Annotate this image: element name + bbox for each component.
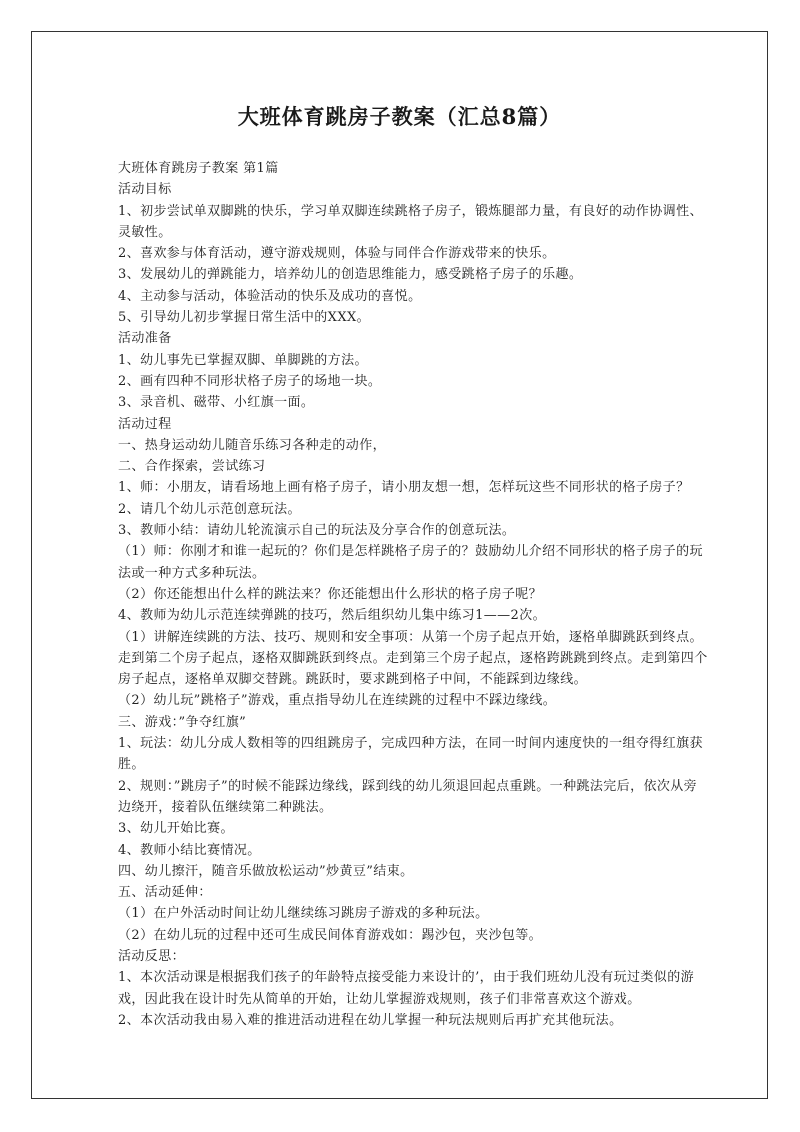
paragraph: 1、玩法：幼儿分成人数相等的四组跳房子，完成四种方法，在同一时间内速度快的一组夺得红旗获胜。 [118, 736, 703, 773]
paragraph: 2、规则：”跳房子”的时候不能踩边缘线，踩到线的幼儿须退回起点重跳。一种跳法完后，依次从旁边绕开，接着队伍继续第二种跳法。 [118, 778, 698, 815]
paragraph: 2、本次活动我由易入难的推进活动进程在幼儿掌握一种玩法规则后再扩充其他玩法。 [118, 1012, 623, 1028]
section-heading: 活动过程 [118, 416, 172, 432]
paragraph: 2、喜欢参与体育活动，遵守游戏规则，体验与同伴合作游戏带来的快乐。 [118, 246, 556, 262]
paragraph: 二、合作探索，尝试练习 [118, 459, 266, 475]
section-heading: 活动反思： [118, 948, 186, 964]
paragraph: 2、画有四种不同形状格子房子的场地一块。 [118, 373, 382, 389]
paragraph: （2）你还能想出什么样的跳法来？你还能想出什么形状的格子房子呢？ [118, 586, 543, 602]
paragraph: （2）幼儿玩”跳格子”游戏，重点指导幼儿在连续跳的过程中不踩边缘线。 [118, 693, 557, 709]
paragraph: 3、教师小结：请幼儿轮流演示自己的玩法及分享合作的创意玩法。 [118, 523, 516, 539]
paragraph: 5、引导幼儿初步掌握日常生活中的XXX。 [118, 310, 371, 326]
paragraph: （2）在幼儿玩的过程中还可生成民间体育游戏如：踢沙包，夹沙包等。 [118, 927, 543, 943]
paragraph: 一、热身运动幼儿随音乐练习各种走的动作， [118, 437, 387, 453]
paragraph: 三、游戏：”争夺红旗” [118, 714, 247, 730]
paragraph: 1、本次活动课是根据我们孩子的年龄特点接受能力来设计的’，由于我们班幼儿没有玩过类似的游戏，因此我在设计时先从简单的开始，让幼儿掌握游戏规则，孩子们非常喜欢这个游戏。 [118, 970, 695, 1007]
paragraph: 3、发展幼儿的弹跳能力，培养幼儿的创造思维能力，感受跳格子房子的乐趣。 [118, 267, 583, 283]
paragraph: 3、录音机、磁带、小红旗一面。 [118, 395, 315, 411]
paragraph: 4、教师为幼儿示范连续弹跳的技巧，然后组织幼儿集中练习1——2次。 [118, 608, 547, 624]
paragraph: （1）讲解连续跳的方法、技巧、规则和安全事项：从第一个房子起点开始，逐格单脚跳跃到终点。走到第二个房子起点，逐格双脚跳跃到终点。走到第三个房子起点，逐格跨跳跳到终点。走到第四个房子起点，逐格单双脚交替跳。跳跃时，要求跳到格子中间，不能踩到边缘线。 [118, 629, 708, 688]
paragraph: 四、幼儿擦汗，随音乐做放松运动”炒黄豆”结束。 [118, 863, 414, 879]
paragraph: 4、教师小结比赛情况。 [118, 842, 261, 858]
paragraph: 4、主动参与活动，体验活动的快乐及成功的喜悦。 [118, 288, 422, 304]
section-heading: 活动准备 [118, 331, 172, 347]
section-heading: 活动目标 [118, 182, 172, 198]
paragraph: 五、活动延伸： [118, 885, 212, 901]
paragraph: （1）在户外活动时间让幼儿继续练习跳房子游戏的多种玩法。 [118, 906, 489, 922]
document-body [118, 158, 708, 1031]
section-heading: 大班体育跳房子教案 第1篇 [118, 161, 279, 176]
document-title: 大班体育跳房子教案（汇总8篇） [237, 104, 562, 129]
paragraph: 1、师：小朋友，请看场地上画有格子房子，请小朋友想一想，怎样玩这些不同形状的格子房子？ [118, 480, 690, 496]
paragraph: 1、初步尝试单双脚跳的快乐，学习单双脚连续跳格子房子，锻炼腿部力量，有良好的动作协调性、灵敏性。 [118, 203, 703, 240]
paragraph: 3、幼儿开始比赛。 [118, 821, 234, 837]
paragraph: 1、幼儿事先已掌握双脚、单脚跳的方法。 [118, 352, 368, 368]
paragraph: （1）师：你刚才和谁一起玩的？你们是怎样跳格子房子的？鼓励幼儿介绍不同形状的格子房子的玩法或一种方式多种玩法。 [118, 544, 703, 581]
paragraph: 2、请几个幼儿示范创意玩法。 [118, 501, 301, 517]
